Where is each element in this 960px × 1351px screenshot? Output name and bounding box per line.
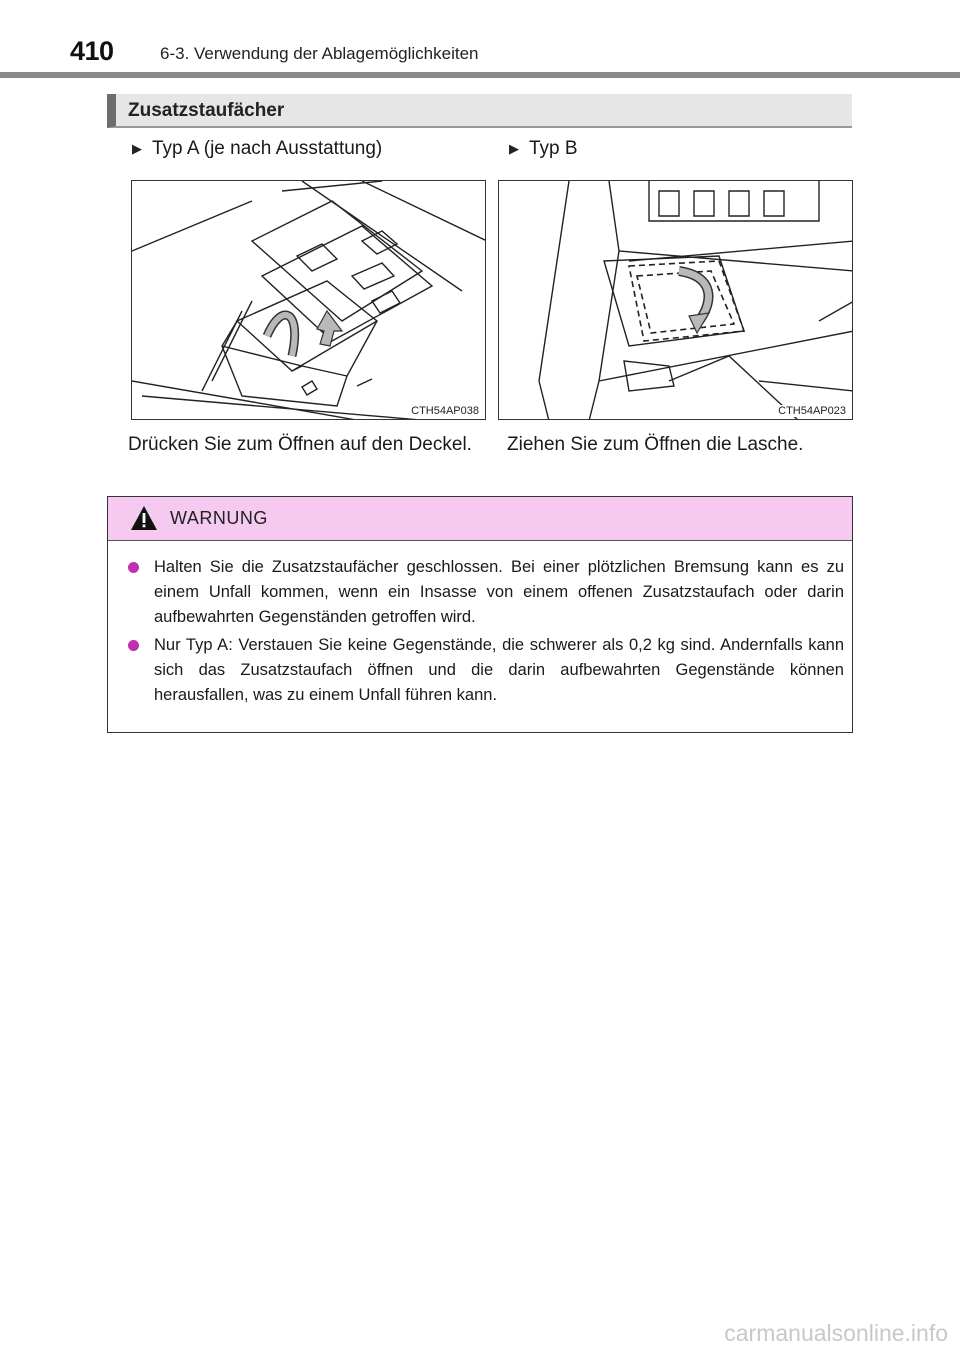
figure-code: CTH54AP023 [778, 405, 846, 417]
illustration-dashboard-compartment [499, 181, 853, 420]
bullet-icon [128, 562, 139, 573]
warning-triangle-icon [130, 505, 158, 531]
warning-box [107, 496, 853, 733]
figure-type-b [498, 180, 853, 420]
variant-a-label-row [132, 138, 382, 160]
variant-b-label-row [509, 138, 578, 160]
triangle-right-icon: ▶ [509, 141, 519, 156]
figure-type-a [131, 180, 486, 420]
figure-code: CTH54AP038 [411, 405, 479, 417]
variant-a-label: Typ A (je nach Ausstattung) [152, 138, 383, 159]
arrow-icon [267, 311, 342, 356]
caption-type-a: Drücken Sie zum Öffnen auf den Deckel. [128, 434, 472, 455]
chapter-title: 6-3. Verwendung der Ablagemöglichkeiten [160, 44, 479, 63]
warning-item-text: Nur Typ A: Verstauen Sie keine Gegenstände, die schwerer als 0,2 kg sind. Andernfalls kann sich das Zusatzstaufach öffnen und die darin aufbewahrten Gegenstände können herausfallen, was zu einem Unfall führen kann. [154, 636, 844, 704]
section-title: Zusatzstaufächer [128, 100, 285, 121]
warning-item [128, 555, 844, 630]
header-rule [0, 72, 960, 78]
arrow-icon [679, 271, 709, 333]
variant-b-label: Typ B [529, 138, 578, 159]
illustration-overhead-console [132, 181, 486, 420]
triangle-right-icon: ▶ [132, 141, 142, 156]
warning-title: WARNUNG [170, 508, 268, 528]
bullet-icon [128, 640, 139, 651]
warning-item-text: Halten Sie die Zusatzstaufächer geschlossen. Bei einer plötzlichen Bremsung kann es zu einem Unfall kommen, wenn ein Insasse von einem offenen Zusatzstaufach oder darin aufbewahrten Gegenständen getroffen wird. [154, 558, 844, 626]
warning-header [108, 497, 852, 541]
caption-type-b: Ziehen Sie zum Öffnen die Lasche. [507, 434, 804, 455]
watermark: carmanualsonline.info [724, 1320, 948, 1346]
page-number: 410 [70, 36, 114, 66]
section-header [107, 94, 852, 128]
warning-item [128, 633, 844, 708]
